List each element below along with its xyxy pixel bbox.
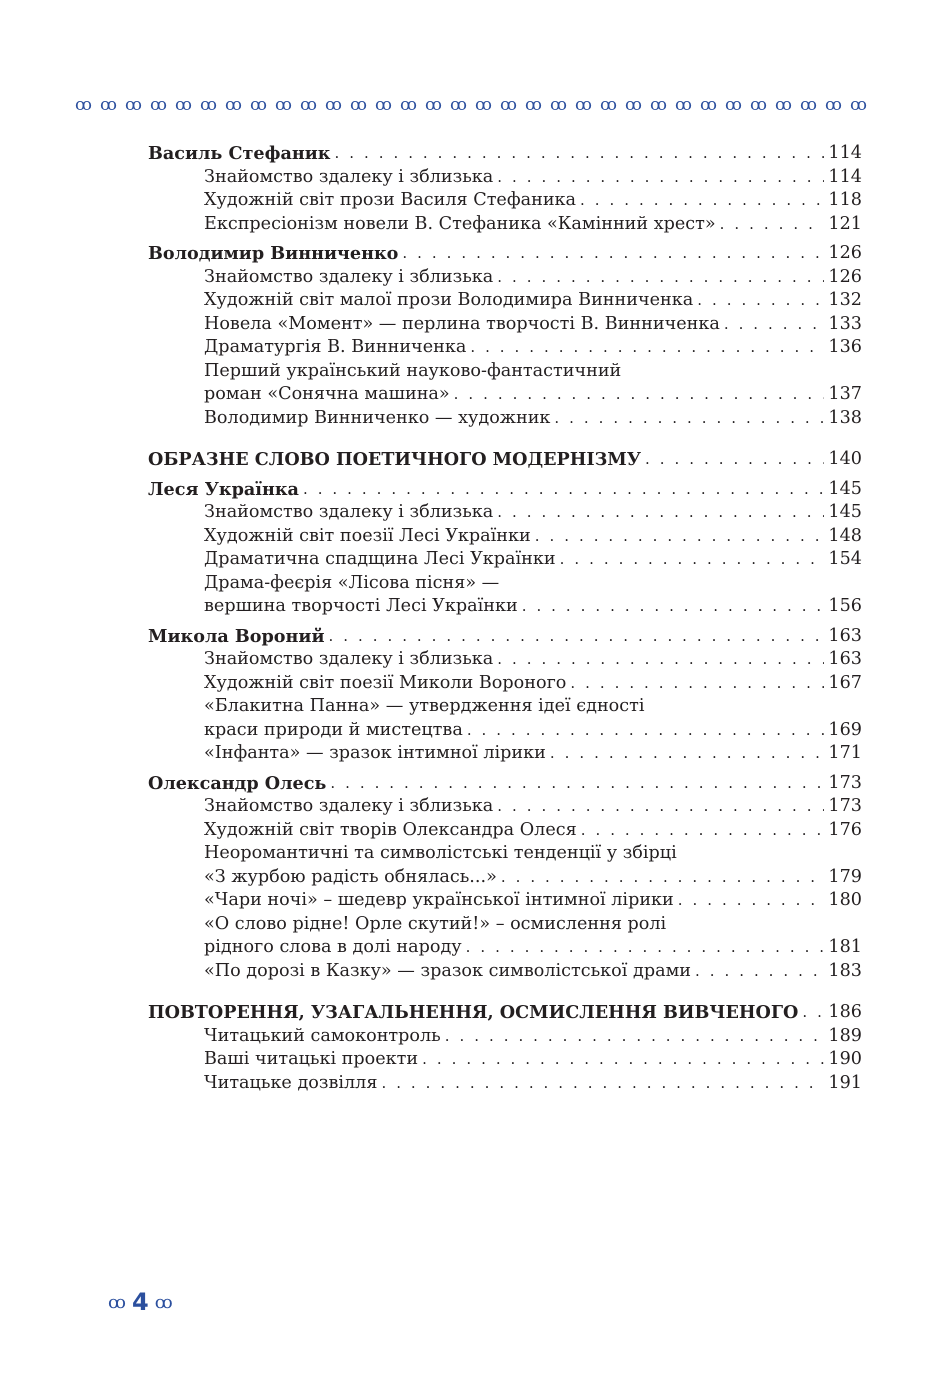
toc-entry[interactable]	[148, 266, 862, 290]
toc-entry-title: ПОВТОРЕННЯ, УЗАГАЛЬНЕННЯ, ОСМИСЛЕННЯ ВИВЧЕНОГО	[148, 1002, 799, 1023]
toc-entry-title: «По дорозі в Казку» — зразок символістської драми	[204, 960, 691, 981]
toc-section-heading[interactable]	[148, 242, 862, 266]
toc-section-heading[interactable]	[148, 772, 862, 796]
toc-section-heading[interactable]	[148, 625, 862, 649]
ornament-swirl-icon: ꝏ	[450, 95, 467, 115]
toc-section-heading[interactable]	[148, 1001, 862, 1025]
dot-leader	[570, 672, 824, 696]
toc-page-number: 163	[828, 649, 862, 669]
ornament-swirl-icon: ꝏ	[700, 95, 717, 115]
ornament-swirl-icon: ꝏ	[825, 95, 842, 115]
ornament-swirl-icon: ꝏ	[75, 95, 92, 115]
toc-section-heading[interactable]	[148, 448, 862, 472]
ornament-swirl-icon: ꝏ	[325, 95, 342, 115]
toc-page-number: 180	[828, 890, 862, 910]
top-ornament-border	[75, 93, 867, 117]
toc-entry-continued: Драма-феєрія «Лісова пісня» —	[204, 572, 500, 593]
ornament-swirl-icon: ꝏ	[800, 95, 817, 115]
ornament-swirl-icon: ꝏ	[575, 95, 592, 115]
toc-entry-title: ОБРАЗНЕ СЛОВО ПОЕТИЧНОГО МОДЕРНІЗМУ	[148, 449, 642, 470]
toc-entry[interactable]	[148, 289, 862, 313]
dot-leader	[335, 142, 825, 166]
ornament-swirl-icon: ꝏ	[350, 95, 367, 115]
dot-leader	[497, 166, 824, 190]
ornament-swirl-icon: ꝏ	[750, 95, 767, 115]
toc-entry-title: Художній світ поезії Миколи Вороного	[204, 672, 567, 693]
dot-leader	[802, 1001, 824, 1025]
toc-page-number: 138	[828, 407, 862, 428]
toc-entry[interactable]	[148, 548, 862, 572]
toc-entry[interactable]	[148, 795, 862, 819]
toc-page-number: 173	[828, 796, 862, 816]
toc-entry[interactable]	[148, 213, 862, 237]
toc-entry-title: Читацький самоконтроль	[204, 1025, 441, 1046]
toc-entry[interactable]	[148, 819, 862, 843]
toc-entry[interactable]	[148, 672, 862, 696]
dot-leader	[497, 648, 824, 672]
ornament-left-icon: ꝏ	[108, 1291, 126, 1313]
toc-page-number: 183	[828, 960, 862, 981]
toc-page-number: 171	[828, 743, 862, 763]
toc-page-number: 118	[828, 190, 862, 210]
dot-leader	[454, 383, 825, 407]
toc-entry-title: краси природи й мистецтва	[204, 719, 463, 740]
dot-leader	[678, 889, 825, 913]
toc-page-number: 114	[828, 166, 862, 187]
toc-entry[interactable]	[148, 166, 862, 190]
toc-entry-continued: Неоромантичні та символістські тенденції у збірці	[204, 843, 677, 863]
dot-leader	[580, 189, 824, 213]
toc-page-number: 189	[828, 1025, 862, 1046]
toc-page-number: 136	[828, 337, 862, 357]
toc-entry-title: Художній світ поезії Лесі Українки	[204, 525, 531, 546]
toc-entry[interactable]	[148, 866, 862, 890]
toc-entry-title: Знайомство здалеку і зблизька	[204, 266, 494, 287]
toc-entry[interactable]	[148, 313, 862, 337]
toc-entry[interactable]	[148, 889, 862, 913]
dot-leader	[645, 448, 824, 472]
ornament-swirl-icon: ꝏ	[300, 95, 317, 115]
ornament-swirl-icon: ꝏ	[175, 95, 192, 115]
dot-leader	[581, 819, 825, 843]
toc-page-number: 140	[828, 449, 862, 469]
ornament-swirl-icon: ꝏ	[100, 95, 117, 115]
ornament-swirl-icon: ꝏ	[625, 95, 642, 115]
ornament-swirl-icon: ꝏ	[850, 95, 867, 115]
toc-page-number: 126	[828, 266, 862, 287]
toc-entry-title: «Чари ночі» – шедевр української інтимної лірики	[204, 890, 674, 910]
dot-leader	[445, 1025, 825, 1049]
toc-entry-title: Художній світ прози Василя Стефаника	[204, 190, 577, 210]
toc-entry[interactable]	[148, 525, 862, 549]
dot-leader	[560, 548, 825, 572]
dot-leader	[720, 213, 825, 237]
toc-entry[interactable]	[148, 595, 862, 619]
page-number: 4	[131, 1288, 149, 1316]
toc-page-number: 167	[828, 672, 862, 693]
toc-entry-title: Василь Стефаник	[148, 143, 331, 164]
toc-entry-title: Художній світ малої прози Володимира Винниченка	[204, 290, 694, 310]
toc-entry-title: Драматургія В. Винниченка	[204, 337, 467, 357]
toc-entry-continued: «Блакитна Панна» — утвердження ідеї єдності	[204, 696, 645, 716]
toc-entry-title: Експресіонізм новели В. Стефаника «Камінний хрест»	[204, 213, 716, 234]
dot-leader	[422, 1048, 824, 1072]
ornament-swirl-icon: ꝏ	[400, 95, 417, 115]
toc-entry[interactable]	[148, 1072, 862, 1096]
toc-entry-continued: «О слово рідне! Орле скутий!» – осмислення ролі	[204, 913, 667, 934]
toc-page-number: 148	[828, 525, 862, 546]
toc-page-number: 176	[828, 819, 862, 840]
toc-entry-title: вершина творчості Лесі Українки	[204, 596, 518, 616]
ornament-swirl-icon: ꝏ	[775, 95, 792, 115]
toc-entry[interactable]	[148, 407, 862, 431]
toc-entry-title: Володимир Винниченко	[148, 243, 399, 264]
toc-spacer	[148, 430, 862, 448]
toc-section-heading[interactable]	[148, 142, 862, 166]
dot-leader	[329, 625, 825, 649]
ornament-swirl-icon: ꝏ	[200, 95, 217, 115]
toc-entry-title: «З журбою радість обнялась...»	[204, 866, 497, 887]
toc-entry-title: Художній світ творів Олександра Олеся	[204, 819, 577, 840]
toc-spacer	[148, 983, 862, 1001]
toc-entry[interactable]	[148, 189, 862, 213]
toc-page-number: 186	[828, 1002, 862, 1022]
toc-entry-title: Володимир Винниченко — художник	[204, 407, 551, 428]
dot-leader	[497, 795, 824, 819]
dot-leader	[470, 336, 824, 360]
toc-page-number: 132	[828, 290, 862, 310]
toc-page-number: 126	[828, 243, 862, 263]
ornament-swirl-icon: ꝏ	[525, 95, 542, 115]
toc-page-number: 163	[828, 625, 862, 646]
toc-entry-continued: Перший український науково-фантастичний	[204, 360, 622, 381]
toc-entry-title: Читацьке дозвілля	[204, 1072, 378, 1093]
toc-entry-title: «Інфанта» — зразок інтимної лірики	[204, 743, 546, 763]
toc-entry-title: Новела «Момент» — перлина творчості В. Винниченка	[204, 313, 720, 334]
toc-entry[interactable]	[148, 936, 862, 960]
toc-page-number: 181	[828, 937, 862, 957]
dot-leader	[466, 936, 825, 960]
ornament-swirl-icon: ꝏ	[125, 95, 142, 115]
toc-entry[interactable]	[148, 742, 862, 766]
toc-page-number: 145	[828, 502, 862, 522]
toc-page-number: 154	[828, 549, 862, 569]
toc-entry-title: рідного слова в долі народу	[204, 937, 462, 957]
dot-leader	[467, 719, 825, 743]
dot-leader	[522, 595, 825, 619]
toc-page-number: 179	[828, 866, 862, 887]
dot-leader	[497, 501, 824, 525]
toc-page-number: 114	[828, 143, 862, 163]
toc-entry-title: Драматична спадщина Лесі Українки	[204, 549, 556, 569]
dot-leader	[695, 960, 824, 984]
ornament-swirl-icon: ꝏ	[500, 95, 517, 115]
toc-entry-title: Олександр Олесь	[148, 772, 327, 794]
toc-page-number: 121	[828, 213, 862, 234]
dot-leader	[381, 1072, 824, 1096]
toc-entry-title: Знайомство здалеку і зблизька	[204, 502, 494, 522]
toc-page-number: 133	[828, 313, 862, 334]
toc-page-number: 137	[828, 384, 862, 404]
toc-entry[interactable]	[148, 501, 862, 525]
ornament-swirl-icon: ꝏ	[225, 95, 242, 115]
toc-entry-title: Знайомство здалеку і зблизька	[204, 649, 494, 669]
toc-entry-title: роман «Сонячна машина»	[204, 384, 450, 404]
ornament-swirl-icon: ꝏ	[600, 95, 617, 115]
toc-entry-title: Знайомство здалеку і зблизька	[204, 796, 494, 816]
toc-page-number: 173	[828, 772, 862, 793]
toc-entry-title: Микола Вороний	[148, 625, 325, 647]
ornament-swirl-icon: ꝏ	[275, 95, 292, 115]
ornament-swirl-icon: ꝏ	[250, 95, 267, 115]
dot-leader	[697, 289, 824, 313]
dot-leader	[402, 242, 824, 266]
dot-leader	[554, 407, 824, 431]
ornament-right-icon: ꝏ	[154, 1291, 173, 1313]
ornament-swirl-icon: ꝏ	[375, 95, 392, 115]
toc-entry[interactable]	[148, 648, 862, 672]
dot-leader	[535, 525, 825, 549]
toc-page-number: 169	[828, 719, 862, 740]
ornament-swirl-icon: ꝏ	[425, 95, 442, 115]
toc-entry-title: Ваші читацькі проекти	[204, 1049, 419, 1069]
toc-entry-title: Леся Українка	[148, 478, 299, 500]
toc-entry[interactable]	[148, 1025, 862, 1049]
ornament-swirl-icon: ꝏ	[725, 95, 742, 115]
toc-entry[interactable]	[148, 383, 862, 407]
ornament-swirl-icon: ꝏ	[550, 95, 567, 115]
toc-entry[interactable]	[148, 336, 862, 360]
dot-leader	[724, 313, 825, 337]
toc-section-heading[interactable]	[148, 478, 862, 502]
toc-page-number: 191	[828, 1072, 862, 1093]
ornament-swirl-icon: ꝏ	[650, 95, 667, 115]
dot-leader	[330, 772, 824, 796]
toc-entry[interactable]	[148, 719, 862, 743]
toc-page-number: 156	[828, 596, 862, 616]
dot-leader	[501, 866, 825, 890]
toc-entry[interactable]	[148, 960, 862, 984]
dot-leader	[497, 266, 824, 290]
ornament-swirl-icon: ꝏ	[475, 95, 492, 115]
toc-entry[interactable]	[148, 1048, 862, 1072]
toc-page-number: 145	[828, 478, 862, 499]
toc-page-number: 190	[828, 1049, 862, 1069]
dot-leader	[303, 478, 824, 502]
toc-entry-title: Знайомство здалеку і зблизька	[204, 166, 494, 187]
ornament-swirl-icon: ꝏ	[675, 95, 692, 115]
dot-leader	[550, 742, 825, 766]
table-of-contents	[148, 142, 862, 1095]
ornament-swirl-icon: ꝏ	[150, 95, 167, 115]
page-footer	[108, 1287, 173, 1317]
